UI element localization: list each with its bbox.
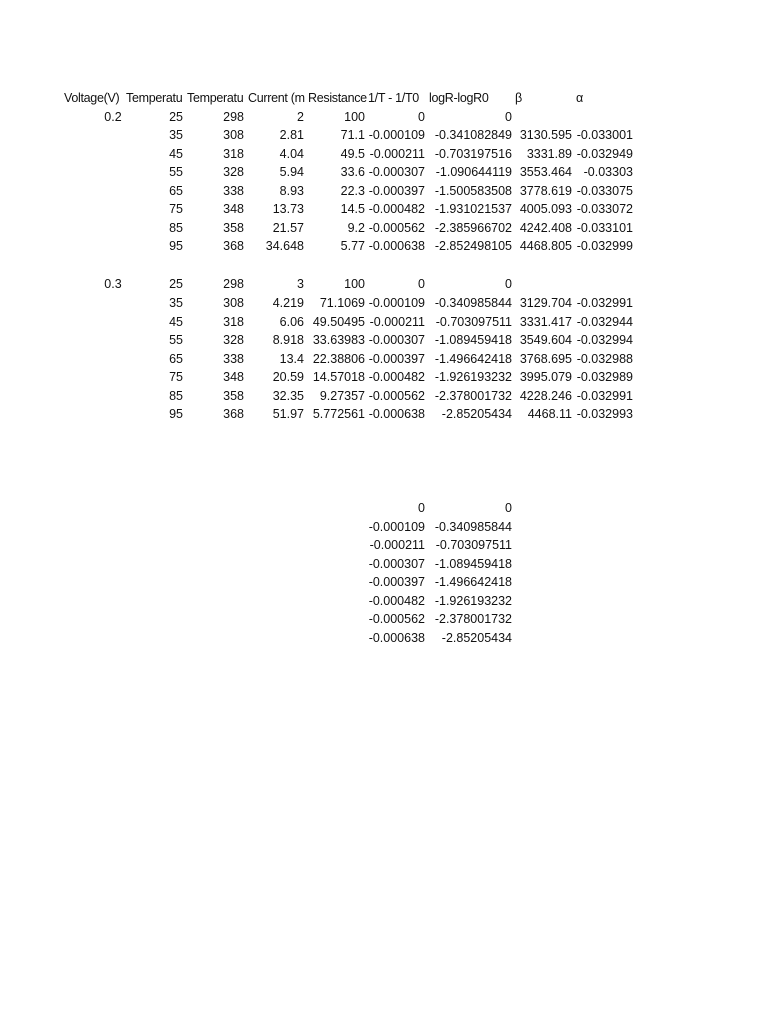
- resistance-cell: 100: [344, 109, 365, 124]
- inv-temp-cell: -0.000211: [369, 146, 425, 161]
- resistance-cell: 49.5: [340, 146, 365, 161]
- table-row: [0, 350, 768, 368]
- resistance-cell: 14.5: [340, 202, 365, 216]
- pair-x-cell: -0.000109: [368, 519, 425, 534]
- temp-c-cell: 45: [169, 314, 183, 329]
- pair-x-cell: -0.000397: [368, 575, 425, 589]
- table-row: [0, 108, 768, 126]
- header-voltage: Voltage(V): [64, 91, 120, 105]
- pair-x-cell: -0.000638: [368, 630, 425, 645]
- pair-y-cell: -1.089459418: [434, 556, 512, 571]
- voltage-value: 0.3: [104, 277, 122, 291]
- resistance-cell: 71.1: [340, 128, 365, 142]
- beta-cell: [512, 108, 572, 126]
- table-row: [0, 275, 768, 293]
- alpha-cell: -0.032988: [576, 351, 633, 366]
- current-cell: 2: [297, 109, 304, 124]
- beta-cell: 4468.805: [519, 239, 572, 253]
- header-resistance: Resistance: [308, 91, 367, 105]
- beta-cell: 3130.595: [519, 128, 572, 142]
- log-r-cell: -1.926193232: [434, 370, 512, 384]
- temp-c-cell: 35: [169, 296, 183, 310]
- log-r-cell: -2.852498105: [434, 239, 512, 253]
- current-cell: 4.219: [272, 296, 304, 310]
- temp-k-cell: 368: [223, 239, 244, 253]
- log-r-cell: -2.385966702: [434, 220, 512, 235]
- resistance-cell: 100: [344, 277, 365, 291]
- resistance-cell: 22.3: [340, 183, 365, 198]
- temp-c-cell: 95: [169, 407, 183, 421]
- beta-cell: 3778.619: [519, 183, 572, 198]
- beta-cell: 4228.246: [519, 388, 572, 403]
- log-r-cell: -1.496642418: [434, 351, 512, 366]
- alpha-cell: -0.032999: [576, 239, 633, 253]
- beta-cell: 3331.417: [519, 314, 572, 329]
- temp-c-cell: 75: [169, 202, 183, 216]
- current-cell: 4.04: [279, 146, 304, 161]
- log-r-cell: -2.378001732: [434, 388, 512, 403]
- header-temperature-c: Temperatu: [126, 91, 183, 105]
- alpha-cell: -0.03303: [583, 165, 633, 179]
- temp-c-cell: 55: [169, 333, 183, 347]
- inv-temp-cell: -0.000638: [368, 239, 425, 253]
- resistance-cell: 9.27357: [319, 388, 365, 403]
- temp-k-cell: 348: [223, 370, 244, 384]
- header-inverse-temp-diff: 1/T - 1/T0: [368, 91, 419, 105]
- table-row: [0, 368, 768, 386]
- current-cell: 8.93: [279, 183, 304, 198]
- beta-cell: 4005.093: [519, 202, 572, 216]
- alpha-cell: -0.033072: [576, 202, 633, 216]
- log-r-cell: -1.090644119: [435, 165, 512, 179]
- temp-k-cell: 348: [223, 202, 244, 216]
- header-row: [0, 89, 768, 107]
- temp-c-cell: 25: [169, 109, 183, 124]
- resistance-cell: 49.50495: [312, 314, 365, 329]
- current-cell: 5.94: [279, 165, 304, 179]
- pair-row: [0, 536, 768, 554]
- table-row: [0, 387, 768, 405]
- temp-k-cell: 338: [223, 183, 244, 198]
- temp-k-cell: 338: [223, 351, 244, 366]
- table-row: [0, 405, 768, 423]
- alpha-cell: -0.033075: [576, 183, 633, 198]
- table-row: [0, 294, 768, 312]
- temp-c-cell: 95: [169, 239, 183, 253]
- header-log-resistance-diff: logR-logR0: [429, 91, 489, 105]
- header-current: Current (m: [248, 91, 305, 105]
- pair-x-cell: -0.000211: [369, 538, 425, 552]
- current-cell: 13.73: [272, 202, 304, 216]
- beta-cell: 3549.604: [519, 333, 572, 347]
- table-row: [0, 219, 768, 237]
- current-cell: 3: [297, 277, 304, 291]
- temp-k-cell: 328: [223, 333, 244, 347]
- table-row: [0, 163, 768, 181]
- inv-temp-cell: -0.000211: [369, 314, 425, 329]
- resistance-cell: 5.772561: [312, 407, 365, 421]
- temp-c-cell: 85: [169, 388, 183, 403]
- inv-temp-cell: -0.000482: [368, 202, 425, 216]
- inv-temp-cell: -0.000307: [368, 333, 425, 347]
- pair-y-cell: -1.496642418: [434, 575, 512, 589]
- pair-y-cell: 0: [505, 501, 512, 515]
- alpha-cell: -0.032994: [576, 333, 633, 347]
- current-cell: 20.59: [272, 370, 304, 384]
- alpha-cell: -0.033101: [576, 220, 633, 235]
- pair-row: [0, 518, 768, 536]
- resistance-cell: 9.2: [347, 220, 365, 235]
- pair-y-cell: -2.85205434: [441, 630, 512, 645]
- beta-cell: 4468.11: [527, 407, 572, 421]
- table-row: [0, 145, 768, 163]
- table-row: [0, 313, 768, 331]
- table-row: [0, 126, 768, 144]
- pair-x-cell: -0.000562: [368, 612, 425, 626]
- pair-row: [0, 499, 768, 517]
- temp-k-cell: 368: [223, 407, 244, 421]
- current-cell: 34.648: [265, 239, 304, 253]
- inv-temp-cell: -0.000562: [368, 220, 425, 235]
- temp-k-cell: 298: [223, 109, 244, 124]
- current-cell: 8.918: [272, 333, 304, 347]
- pair-row: [0, 610, 768, 628]
- temp-c-cell: 45: [169, 146, 183, 161]
- pair-x-cell: 0: [418, 501, 425, 515]
- beta-cell: 3553.464: [519, 165, 572, 179]
- temp-k-cell: 298: [223, 277, 244, 291]
- temp-k-cell: 358: [223, 388, 244, 403]
- current-cell: 32.35: [272, 388, 304, 403]
- inv-temp-cell: 0: [418, 277, 425, 291]
- temp-c-cell: 75: [169, 370, 183, 384]
- log-r-cell: -1.931021537: [434, 202, 512, 216]
- table-row: [0, 331, 768, 349]
- current-cell: 21.57: [272, 220, 304, 235]
- resistance-cell: 33.6: [340, 165, 365, 179]
- pair-row: [0, 573, 768, 591]
- alpha-cell: -0.032991: [576, 388, 633, 403]
- current-cell: 6.06: [279, 314, 304, 329]
- current-cell: 2.81: [279, 128, 304, 142]
- temp-c-cell: 85: [169, 220, 183, 235]
- resistance-cell: 22.38806: [312, 351, 365, 366]
- alpha-cell: [572, 108, 633, 126]
- temp-k-cell: 318: [223, 146, 244, 161]
- inv-temp-cell: -0.000397: [368, 183, 425, 198]
- beta-cell: 3768.695: [519, 351, 572, 366]
- temp-c-cell: 25: [169, 277, 183, 291]
- header-beta: β: [515, 91, 522, 105]
- alpha-cell: [572, 275, 633, 293]
- pair-x-cell: -0.000482: [368, 593, 425, 608]
- pair-x-cell: -0.000307: [368, 556, 425, 571]
- pair-row: [0, 555, 768, 573]
- inv-temp-cell: 0: [418, 109, 425, 124]
- inv-temp-cell: -0.000109: [368, 296, 425, 310]
- log-r-cell: 0: [505, 109, 512, 124]
- resistance-cell: 14.57018: [312, 370, 365, 384]
- alpha-cell: -0.032993: [576, 407, 633, 421]
- alpha-cell: -0.032944: [576, 314, 633, 329]
- temp-k-cell: 358: [223, 220, 244, 235]
- temp-c-cell: 35: [169, 128, 183, 142]
- beta-cell: 4242.408: [519, 220, 572, 235]
- resistance-cell: 33.63983: [312, 333, 365, 347]
- temp-k-cell: 328: [223, 165, 244, 179]
- temp-c-cell: 65: [169, 183, 183, 198]
- resistance-cell: 5.77: [340, 239, 365, 253]
- log-r-cell: -0.341082849: [434, 128, 512, 142]
- log-r-cell: -0.703097511: [435, 314, 512, 329]
- pair-y-cell: -0.340985844: [434, 519, 512, 534]
- current-cell: 51.97: [272, 407, 304, 421]
- header-temperature-k: Temperatu: [187, 91, 244, 105]
- pair-y-cell: -1.926193232: [434, 593, 512, 608]
- beta-cell: [512, 275, 572, 293]
- log-r-cell: -2.85205434: [441, 407, 512, 421]
- inv-temp-cell: -0.000109: [368, 128, 425, 142]
- current-cell: 13.4: [279, 351, 304, 366]
- log-r-cell: -1.089459418: [434, 333, 512, 347]
- resistance-cell: 71.1069: [319, 296, 365, 310]
- pair-y-cell: -0.703097511: [435, 538, 512, 552]
- inv-temp-cell: -0.000482: [368, 370, 425, 384]
- beta-cell: 3995.079: [519, 370, 572, 384]
- pair-row: [0, 629, 768, 647]
- inv-temp-cell: -0.000562: [368, 388, 425, 403]
- temp-k-cell: 318: [223, 314, 244, 329]
- temp-k-cell: 308: [223, 128, 244, 142]
- table-row: [0, 237, 768, 255]
- temp-c-cell: 55: [169, 165, 183, 179]
- temp-k-cell: 308: [223, 296, 244, 310]
- beta-cell: 3331.89: [526, 146, 572, 161]
- log-r-cell: 0: [505, 277, 512, 291]
- pair-y-cell: -2.378001732: [434, 612, 512, 626]
- temp-c-cell: 65: [169, 351, 183, 366]
- log-r-cell: -0.703197516: [434, 146, 512, 161]
- inv-temp-cell: -0.000397: [368, 351, 425, 366]
- pair-row: [0, 592, 768, 610]
- alpha-cell: -0.033001: [576, 128, 633, 142]
- alpha-cell: -0.032949: [576, 146, 633, 161]
- alpha-cell: -0.032989: [576, 370, 633, 384]
- header-alpha: α: [576, 91, 583, 105]
- table-row: [0, 182, 768, 200]
- log-r-cell: -1.500583508: [434, 183, 512, 198]
- alpha-cell: -0.032991: [576, 296, 633, 310]
- voltage-value: 0.2: [104, 109, 122, 124]
- inv-temp-cell: -0.000307: [368, 165, 425, 179]
- inv-temp-cell: -0.000638: [368, 407, 425, 421]
- log-r-cell: -0.340985844: [434, 296, 512, 310]
- beta-cell: 3129.704: [519, 296, 572, 310]
- table-row: [0, 200, 768, 218]
